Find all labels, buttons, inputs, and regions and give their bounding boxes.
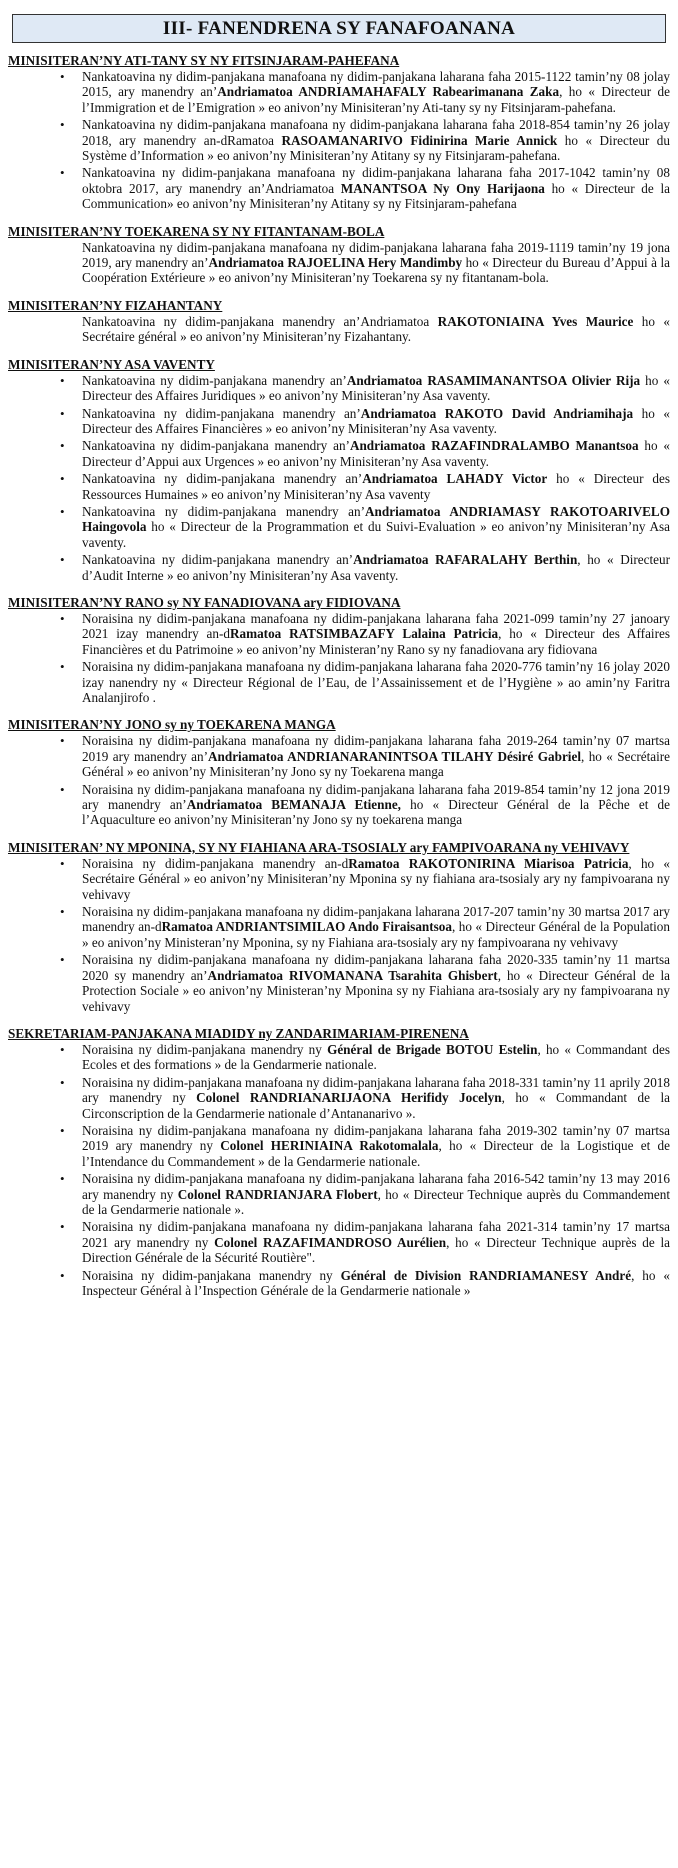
decree-item: [82, 1219, 670, 1265]
text-run: Noraisina ny didim-panjakana manendry an-d: [82, 855, 349, 871]
page-title: III- FANENDRENA SY FANAFOANANA: [12, 14, 666, 43]
text-run: ho « Directeur Général de la Pêche et de l’Aquaculture eo anivon’ny Minisiteran’ny Jono sy ny toekarena manga: [82, 797, 671, 828]
appointee-name: Général de Brigade BOTOU Estelin: [327, 1041, 538, 1057]
decree-item: [82, 1268, 670, 1299]
section-heading: MINISITERAN’NY TOEKARENA SY NY FITANTANAM-BOLA: [8, 223, 385, 239]
text-run: Noraisina ny didim-panjakana manendry ny: [82, 1041, 328, 1057]
section-heading: MINISITERAN’NY FIZAHANTANY: [8, 297, 223, 313]
text-run: , ho « Directeur Général de la Population » eo anivon’ny Ministeran’ny Mponina, sy ny Fiahiana ara-tsosialy ary ny fampivoarana ny vehivavy: [82, 919, 670, 950]
decree-item: [82, 1042, 670, 1073]
text-run: Noraisina ny didim-panjakana manafoana ny didim-panjakana laharana faha 2020-776 tamin’ny 16 jolay 2020 izay nanendry ny « Directeur Régional de l’Eau, de l’Assainissement et de l’Hygiène » ao amin’ny Faritra Analanjirofo .: [82, 659, 670, 705]
decree-item: [82, 856, 670, 902]
decree-item: [82, 69, 670, 115]
appointee-name: Colonel HERINIAINA Rakotomalala: [220, 1138, 439, 1154]
section-paragraph: [8, 240, 670, 286]
text-run: Noraisina ny didim-panjakana manafoana ny didim-panjakana laharana faha 2019-854 tamin’ny 12 jona 2019 ary manendry an’: [82, 781, 670, 813]
text-run: Nankatoavina ny didim-panjakana manafoana ny didim-panjakana laharana faha 2017-1042 tamin’ny 08 oktobra 2017, ary manendry an’Andriamatoa: [82, 165, 670, 196]
appointee-name: Andriamatoa RAZAFINDRALAMBO Manantsoa: [349, 438, 639, 454]
text-run: , ho « Inspecteur Général à l’Inspection Générale de la Gendarmerie nationale »: [82, 1267, 670, 1298]
decree-list: [8, 856, 670, 1014]
text-run: ho « Directeur de la Communication» eo anivon’ny Minisiteran’ny Atitany sy ny Fitsinjaram-pahefana: [82, 180, 670, 212]
text-run: Noraisina ny didim-panjakana manendry ny: [82, 1267, 341, 1283]
decree-item: [82, 782, 670, 828]
ministry-section: [8, 595, 670, 705]
text-run: ho « Directeur des Affaires Juridiques » eo anivon’ny Minisiteran’ny Asa vaventy.: [82, 372, 671, 404]
decree-item: [82, 406, 670, 437]
ministry-section: [8, 1026, 670, 1299]
text-run: , ho « Directeur d’Audit Interne » eo anivon’ny Minisiteran’ny Asa vaventy.: [82, 552, 670, 583]
decree-item: [82, 552, 670, 583]
ministry-section: [8, 840, 670, 1014]
decree-item: [82, 504, 670, 550]
text-run: ho « Directeur d’Appui aux Urgences » eo anivon’ny Minisiteran’ny Asa vaventy.: [82, 438, 670, 469]
text-run: Noraisina ny didim-panjakana manafoana ny didim-panjakana laharana faha 2020-335 tamin’ny 11 martsa 2020 sy manendry an’: [82, 952, 670, 983]
decree-item: [82, 471, 670, 502]
section-heading: MINISITERAN’NY JONO sy ny TOEKARENA MANGA: [8, 717, 336, 733]
appointee-name: Andriamatoa LAHADY Victor: [362, 471, 548, 487]
decree-list: [8, 733, 670, 827]
decree-item: [82, 1075, 670, 1121]
decree-item: [82, 904, 670, 950]
text-run: Nankatoavina ny didim-panjakana manendry an’Andriamatoa: [82, 313, 438, 329]
text-run: Nankatoavina ny didim-panjakana manafoana ny didim-panjakana laharana faha 2019-1119 tamin’ny 19 jona 2019, ary manendry an’: [82, 239, 670, 271]
text-run: Nankatoavina ny didim-panjakana manendry an’: [82, 503, 366, 519]
ministry-section: [8, 224, 670, 286]
text-run: , ho « Directeur de l’Immigration et de l’Emigration » eo anivon’ny Minisiteran’ny Ati-tany sy ny Fitsinjaram-pahefana.: [82, 84, 670, 115]
ministry-section: [8, 53, 670, 212]
appointee-name: Colonel RANDRIANARIJAONA Herifidy Jocelyn: [196, 1090, 502, 1106]
text-run: ho « Directeur du Bureau d’Appui à la Coopération Extérieure » eo anivon’ny Minisiteran’ny Toekarena sy ny fitantanam-bola.: [82, 255, 670, 286]
decree-item: [82, 1123, 670, 1169]
text-run: Noraisina ny didim-panjakana manafoana ny didim-panjakana laharana faha 2019-302 tamin’ny 07 martsa 2019 ary manendry ny: [82, 1122, 670, 1154]
text-run: , ho « Directeur de la Logistique et de l’Intendance du Commandement » de la Gendarmerie nationale.: [82, 1138, 670, 1169]
text-run: ho « Directeur des Ressources Humaines » eo anivon’ny Minisiteran’ny Asa vaventy: [82, 471, 670, 502]
appointee-name: Colonel RANDRIANJARA Flobert: [177, 1186, 378, 1202]
decree-item: [82, 611, 670, 657]
text-run: , ho « Commandant des Ecoles et des formations » de la Gendarmerie nationale.: [82, 1041, 671, 1073]
text-run: Noraisina ny didim-panjakana manafoana ny didim-panjakana laharana faha 2016-542 tamin’ny 13 may 2016 ary manendry ny: [82, 1171, 670, 1202]
decree-item: [82, 165, 670, 211]
appointee-name: Andriamatoa RAJOELINA Hery Mandimby: [208, 255, 463, 271]
ministry-section: [8, 298, 670, 345]
appointee-name: Andriamatoa RIVOMANANA Tsarahita Ghisbert: [207, 967, 498, 983]
appointee-name: Andriamatoa ANDRIAMAHAFALY Rabearimanana Zaka: [217, 84, 560, 100]
appointee-name: Andriamatoa ANDRIANARANINTSOA TILAHY Désiré Gabriel: [208, 748, 581, 764]
text-run: Noraisina ny didim-panjakana manafoana ny didim-panjakana laharana faha 2018-331 tamin’ny 11 aprily 2018 ary manendry ny: [82, 1074, 670, 1106]
appointee-name: Ramatoa RAKOTONIRINA Miarisoa Patricia: [348, 855, 629, 871]
text-run: Noraisina ny didim-panjakana manafoana ny didim-panjakana laharana faha 2021-099 tamin’ny 27 janoary 2021 izay manendry an-d: [82, 610, 670, 642]
decree-item: [82, 438, 670, 469]
appointee-name: RAKOTONIAINA Yves Maurice: [437, 313, 634, 329]
text-run: Nankatoavina ny didim-panjakana manafoana ny didim-panjakana laharana faha 2015-1122 tamin’ny 08 jolay 2015, ary manendry an’: [82, 69, 670, 100]
appointee-name: Ramatoa ANDRIANTSIMILAO Ando Firaisantsoa: [161, 919, 452, 935]
appointee-name: Général de Division RANDRIAMANESY André: [340, 1267, 632, 1283]
text-run: , ho « Directeur Général de la Protection Sociale » eo anivon’ny Ministeran’ny Mponina sy ny Fiahiana ara-tsosialy ary ny fampivoarana ny vehivavy: [82, 967, 670, 1014]
text-run: ho « Secrétaire général » eo anivon’ny Minisiteran’ny Fizahantany.: [82, 313, 670, 345]
decree-item: [82, 952, 670, 1014]
appointee-name: Andriamatoa RASAMIMANANTSOA Olivier Rija: [346, 372, 641, 388]
appointee-name: Andriamatoa BEMANAJA Etienne,: [186, 797, 401, 813]
sections-container: [8, 53, 670, 1298]
text-run: ho « Directeur des Affaires Financières » eo anivon’ny Minisiteran’ny Asa vaventy.: [82, 405, 670, 436]
text-run: Nankatoavina ny didim-panjakana manendry an’: [82, 471, 363, 487]
section-heading: SEKRETARIAM-PANJAKANA MIADIDY ny ZANDARIMARIAM-PIRENENA: [8, 1025, 469, 1041]
text-run: Nankatoavina ny didim-panjakana manendry an’: [82, 552, 354, 568]
decree-list: [8, 611, 670, 705]
text-run: , ho « Directeur Technique auprès de la Direction Générale de la Sécurité Routière".: [82, 1234, 670, 1266]
appointee-name: Ramatoa RATSIMBAZAFY Lalaina Patricia: [229, 626, 499, 642]
text-run: , ho « Commandant de la Circonscription de la Gendarmerie nationale d’Antananarivo ».: [82, 1090, 670, 1121]
text-run: Nankatoavina ny didim-panjakana manendry an’: [82, 438, 350, 454]
text-run: , ho « Secrétaire Général » eo anivon’ny Minisiteran’ny Mponina sy ny fiahiana ara-tsosialy ary ny fampivoarana ny vehivavy: [82, 855, 670, 902]
decree-item: [82, 733, 670, 779]
section-heading: MINISITERAN’NY RANO sy NY FANADIOVANA ary FIDIOVANA: [8, 594, 401, 610]
decree-list: [8, 69, 670, 212]
ministry-section: [8, 717, 670, 827]
appointee-name: Andriamatoa RAFARALAHY Berthin: [353, 552, 578, 568]
document-page: [8, 0, 670, 1298]
decree-item: [82, 1171, 670, 1217]
text-run: , ho « Secrétaire Général » eo anivon’ny Minisiteran’ny Jono sy ny Toekarena manga: [82, 748, 670, 780]
decree-item: [82, 373, 670, 404]
decree-item: [82, 659, 670, 705]
text-run: Noraisina ny didim-panjakana manafoana ny didim-panjakana laharana 2017-207 tamin’ny 30 martsa 2017 ary manendry an-d: [82, 904, 670, 935]
section-paragraph: [8, 314, 670, 345]
text-run: ho « Directeur de la Programmation et du Suivi-Evaluation » eo anivon’ny Minisiteran’ny Asa vaventy.: [82, 519, 670, 550]
section-heading: MINISITERAN’NY ASA VAVENTY: [8, 356, 215, 372]
decree-list: [8, 1042, 670, 1299]
decree-list: [8, 373, 670, 583]
appointee-name: MANANTSOA Ny Ony Harijaona: [340, 180, 545, 196]
appointee-name: Colonel RAZAFIMANDROSO Aurélien: [214, 1234, 447, 1250]
text-run: Nankatoavina ny didim-panjakana manendry an’: [82, 372, 347, 388]
text-run: Noraisina ny didim-panjakana manafoana ny didim-panjakana laharana faha 2021-314 tamin’ny 17 martsa 2021 ary manendry ny: [82, 1219, 670, 1250]
ministry-section: [8, 357, 670, 583]
text-run: Noraisina ny didim-panjakana manafoana ny didim-panjakana laharana faha 2019-264 tamin’ny 07 martsa 2019 ary manendry an’: [82, 733, 670, 764]
section-heading: MINISITERAN’ NY MPONINA, SY NY FIAHIANA ARA-TSOSIALY ary FAMPIVOARANA ny VEHIVAVY: [8, 839, 630, 855]
text-run: ho « Directeur du Système d’Information » eo anivon’ny Minisiteran’ny Atitany sy ny Fitsinjaram-pahefana.: [82, 132, 670, 164]
section-heading: MINISITERAN’NY ATI-TANY SY NY FITSINJARAM-PAHEFANA: [8, 53, 400, 68]
appointee-name: Andriamatoa RAKOTO David Andriamihaja: [360, 405, 634, 421]
appointee-name: RASOAMANARIVO Fidinirina Marie Annick: [281, 132, 558, 148]
text-run: Nankatoavina ny didim-panjakana manendry an’: [82, 405, 361, 421]
text-run: , ho « Directeur des Affaires Financières et du Patrimoine » eo anivon’ny Ministeran’ny Rano sy ny fanadiovana ary fidiovana: [82, 626, 670, 657]
decree-item: [82, 117, 670, 163]
text-run: , ho « Directeur Technique auprès du Commandement de la Gendarmerie nationale ».: [82, 1186, 670, 1217]
text-run: Nankatoavina ny didim-panjakana manafoana ny didim-panjakana laharana faha 2018-854 tamin’ny 26 jolay 2018, ary manendry an-dRamatoa: [82, 117, 670, 148]
appointee-name: Andriamatoa ANDRIAMASY RAKOTOARIVELO Haingovola: [82, 503, 670, 535]
